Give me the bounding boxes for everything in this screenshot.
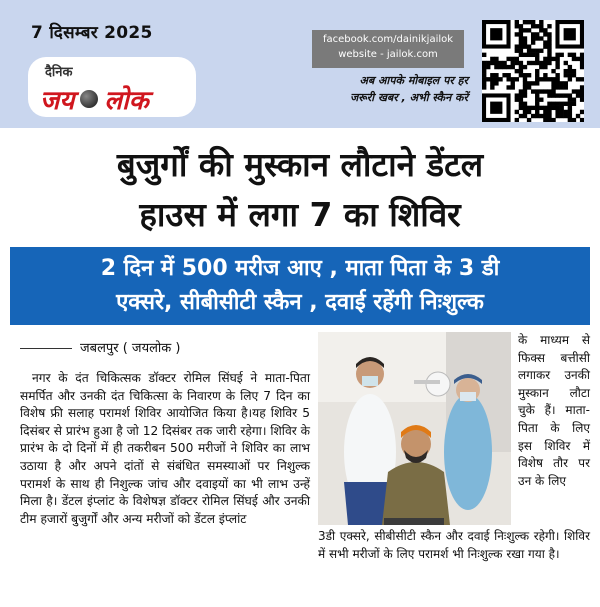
dateline-text: जबलपुर ( जयलोक ): [80, 341, 181, 356]
tagline-line-2: जरूरी खबर , अभी स्कैन करें: [350, 91, 468, 104]
logo-word-jay: जय: [40, 86, 75, 116]
headline-line-2: हाउस में लगा 7 का शिविर: [139, 195, 461, 234]
social-links-box: [312, 30, 464, 68]
scan-tagline: [308, 72, 468, 106]
sub-headline-bar: [10, 247, 590, 325]
logo-word-lok: लोक: [104, 86, 149, 116]
facebook-link[interactable]: facebook.com/dainikjailok: [322, 34, 454, 45]
subheadline-line-1: 2 दिन में 500 मरीज आए , माता पिता के 3 डी: [100, 256, 500, 281]
qr-code-graphic: [482, 20, 584, 122]
newspaper-logo: [28, 57, 196, 117]
article-right-column: के माध्यम से फिक्स बत्तीसी लगाकर उनकी मुस्कान लौटा चुके हैं। माता-पिता के लिए इस शिविर में विशेष तौर पर उन के लिए: [518, 333, 590, 488]
article-bottom-text: 3डी एक्सरे, सीबीसीटी स्कैन और दवाई निःशुल्क रहेगी। शिविर में सभी मरीजों के लिए परामर्श भी निःशुल्क रखा गया है।: [318, 529, 590, 561]
dateline: [20, 338, 310, 356]
tagline-line-1: अब आपके मोबाइल पर हर: [359, 74, 468, 87]
logo-prefix: दैनिक: [45, 65, 73, 80]
photo-illustration: [318, 332, 511, 525]
dateline-rule: [20, 348, 72, 349]
headline-line-1: बुजुर्गों की मुस्कान लौटाने डेंटल: [116, 145, 484, 184]
issue-date: 7 दिसम्बर 2025: [31, 23, 153, 43]
dental-camp-photo: [318, 332, 511, 525]
main-headline: [0, 140, 600, 240]
logo-wordmark: [40, 81, 149, 117]
logo-globe-icon: [80, 90, 98, 108]
masthead: [0, 0, 600, 128]
website-link[interactable]: website - jailok.com: [338, 49, 438, 60]
qr-code-icon[interactable]: [482, 20, 584, 122]
subheadline-line-2: एक्सरे, सीबीसीटी स्कैन , दवाई रहेंगी निःशुल्क: [116, 290, 484, 315]
article-body: नगर के दंत चिकित्सक डॉक्टर रोमिल सिंघई ने माता-पिता समर्पित और उनकी दंत चिकित्सा के निवारण के लिए 7 दिन का विशेष फ्री सलाह परामर्श शिविर आयोजित किया है।यह शिविर 5 दिसंबर से प्रारंभ हुआ है जो 12 दिसंबर तक जारी रहेगा। शिविर के प्रारंभ के दो दिनों में ही तकरीबन 500 मरीजों ने शिविर का लाभ उठाया है और अपने दांतों से संबंधित समस्याओं पर निशुल्क परामर्श के साथ ही निशुल्क जांच और दवाइयों का भी लाभ उन्हें मिला है। डेंटल इंप्लांट के विशेषज्ञ डॉक्टर रोमिल सिंघई और उनकी टीम हजारों बुजुर्गों और अन्य मरीजों को डेंटल इंप्लांट: [20, 371, 310, 526]
